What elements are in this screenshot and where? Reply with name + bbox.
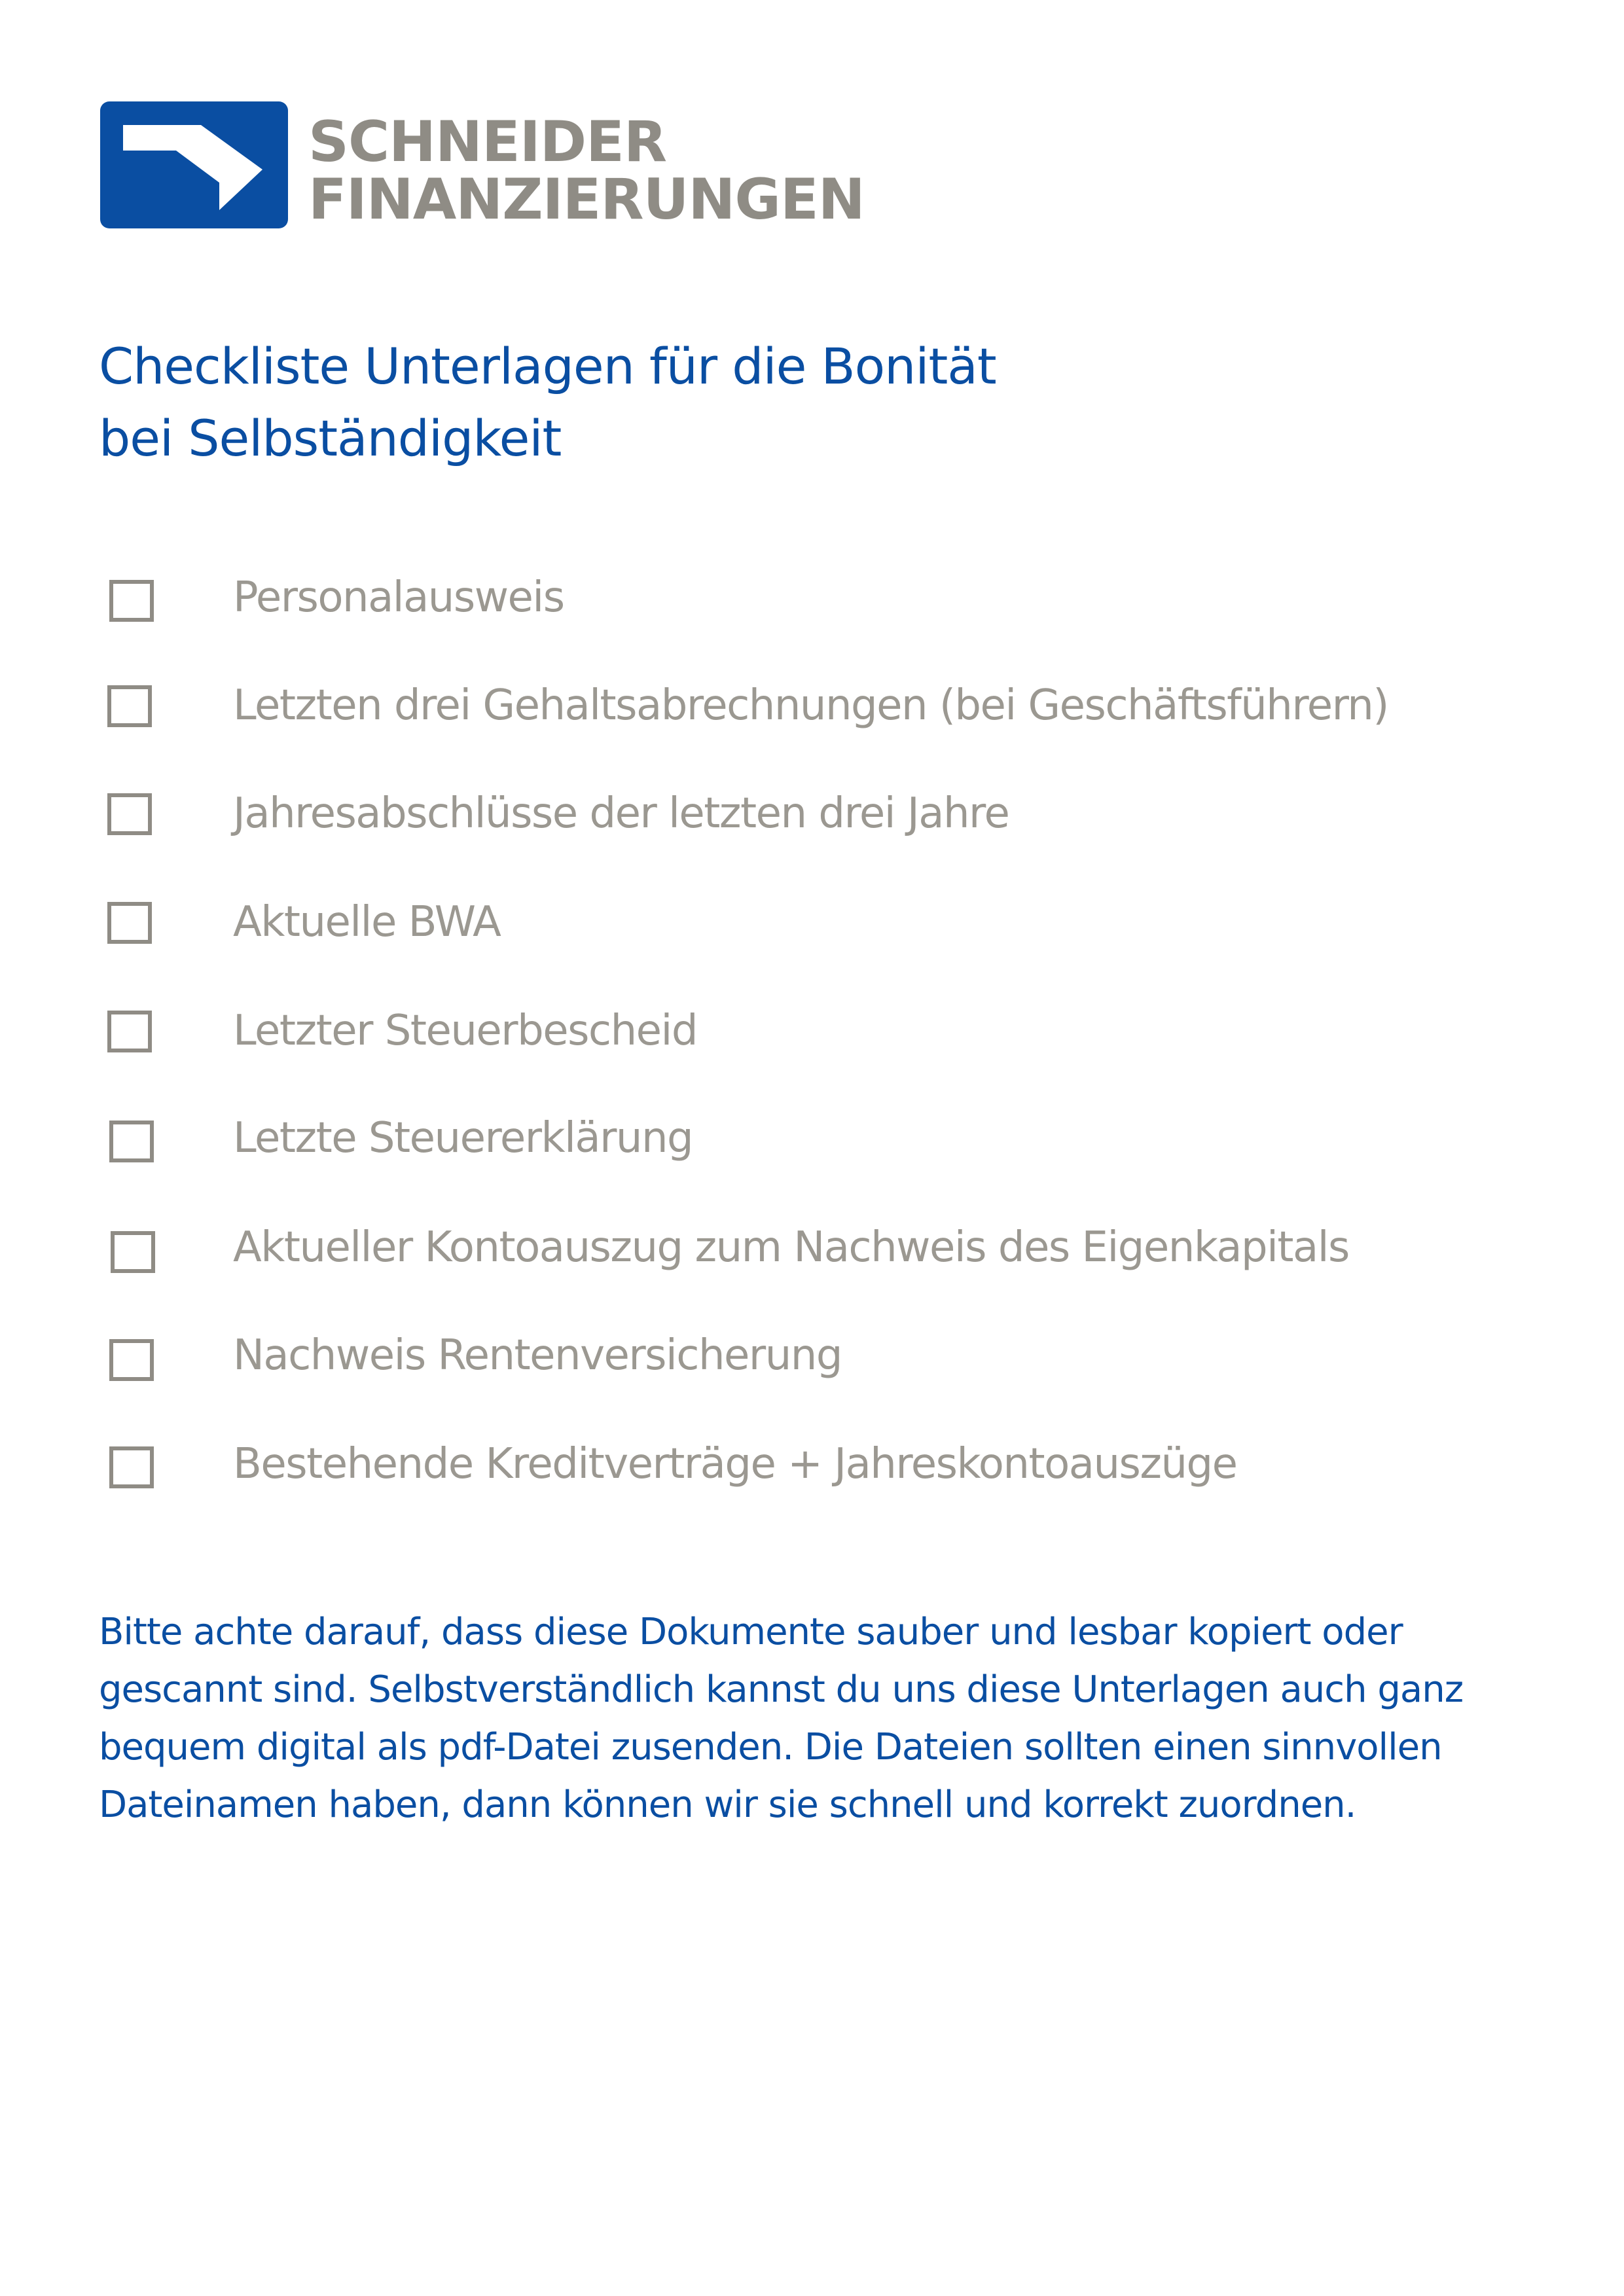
title-line-2: bei Selbständigkeit bbox=[99, 409, 562, 467]
checklist-item-label: Aktuelle BWA bbox=[233, 898, 501, 946]
checkbox[interactable] bbox=[107, 1011, 152, 1052]
checkbox[interactable] bbox=[107, 685, 152, 727]
checklist-item bbox=[0, 1429, 1624, 1501]
checklist-item-label: Aktueller Kontoauszug zum Nachweis des Eigenkapitals bbox=[233, 1223, 1349, 1272]
checklist-item-label: Letzten drei Gehaltsabrechnungen (bei Geschäftsführern) bbox=[233, 681, 1388, 730]
checkbox[interactable] bbox=[109, 1339, 154, 1381]
checklist-item bbox=[0, 1103, 1624, 1175]
checklist-item bbox=[0, 1213, 1624, 1285]
checklist-item bbox=[0, 671, 1624, 743]
checkbox[interactable] bbox=[111, 1231, 155, 1273]
checklist-item bbox=[0, 1321, 1624, 1393]
note-line: Dateinamen haben, dann können wir sie schnell und korrekt zuordnen. bbox=[99, 1784, 1356, 1826]
logo-line-2: FINANZIERUNGEN bbox=[308, 167, 865, 232]
checkbox[interactable] bbox=[107, 793, 152, 835]
checklist-item-label: Letzte Steuererklärung bbox=[233, 1114, 693, 1162]
note-line: Bitte achte darauf, dass diese Dokumente sauber und lesbar kopiert oder bbox=[99, 1611, 1403, 1653]
checklist-item-label: Bestehende Kreditverträge + Jahreskontoauszüge bbox=[233, 1440, 1237, 1488]
checklist-item bbox=[0, 996, 1624, 1068]
note-line: bequem digital als pdf-Datei zusenden. Die Dateien sollten einen sinnvollen bbox=[99, 1726, 1442, 1768]
checkbox[interactable] bbox=[109, 580, 154, 622]
logo-line-1: SCHNEIDER bbox=[308, 109, 667, 175]
checklist-item-label: Nachweis Rentenversicherung bbox=[233, 1331, 842, 1380]
note-line: gescannt sind. Selbstverständlich kannst du uns diese Unterlagen auch ganz bbox=[99, 1668, 1464, 1711]
checklist-item bbox=[0, 888, 1624, 960]
checkbox[interactable] bbox=[109, 1121, 154, 1162]
checklist-item bbox=[0, 563, 1624, 635]
checklist-item-label: Personalausweis bbox=[233, 573, 564, 622]
checklist-item-label: Letzter Steuerbescheid bbox=[233, 1007, 697, 1055]
checkbox[interactable] bbox=[109, 1446, 154, 1488]
checklist-item bbox=[0, 779, 1624, 851]
title-line-1: Checkliste Unterlagen für die Bonität bbox=[99, 337, 996, 395]
checkbox[interactable] bbox=[107, 902, 152, 944]
checklist-item-label: Jahresabschlüsse der letzten drei Jahre bbox=[233, 789, 1009, 838]
instructions-note bbox=[99, 1604, 1572, 1834]
